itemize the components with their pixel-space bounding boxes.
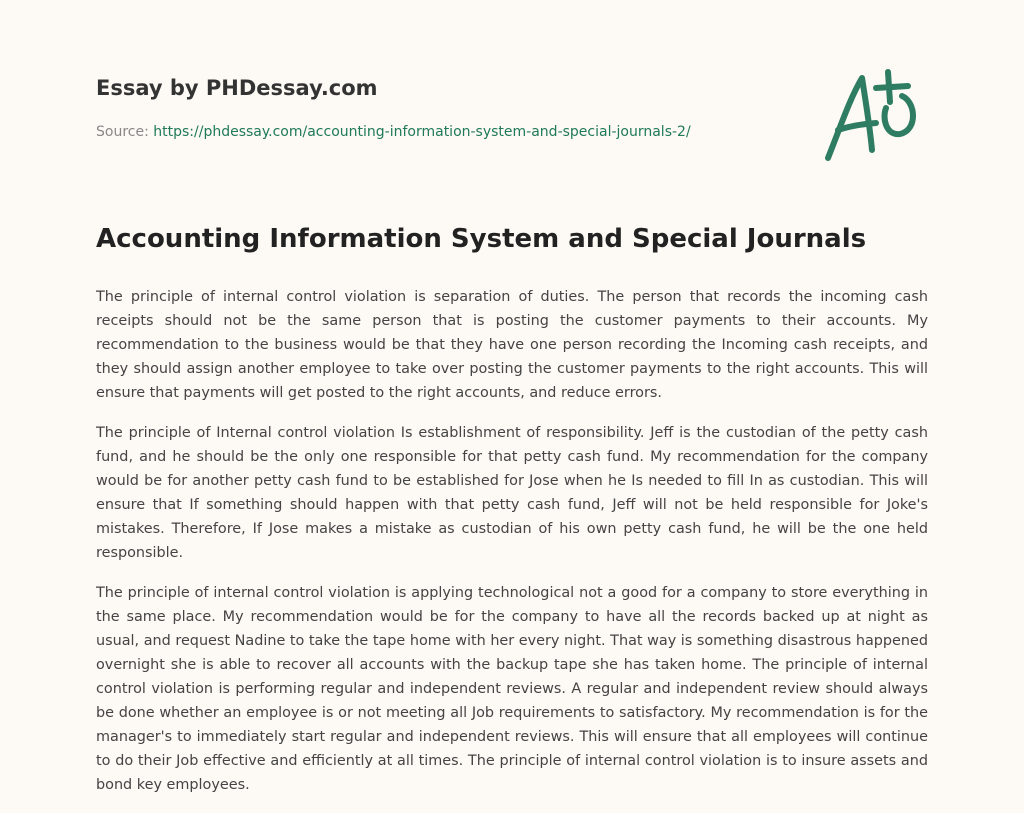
source-link[interactable]: https://phdessay.com/accounting-information-system-and-special-journals-2/ <box>153 124 691 140</box>
article-title: Accounting Information System and Special Journals <box>96 224 867 254</box>
source-label: Source: <box>96 124 149 140</box>
paragraph: The principle of internal control violation is separation of duties. The person that records the incoming cash receipts should not be the same person that is posting the customer payments to their accounts. My recommendation to the business would be that they have one person recording the Incoming cash receipts, and they should assign another employee to take over posting the customer payments to the right accounts. This will ensure that payments will get posted to the right accounts, and reduce errors. <box>96 289 928 401</box>
a-plus-logo-icon <box>820 68 930 168</box>
paragraph: The principle of internal control violation is applying technological not a good for a company to store everything in the same place. My recommendation would be for the company to have all the records backed up at night as usual, and request Nadine to take the tape home with her every night. That way is something disastrous happened overnight she is able to recover all accounts with the backup tape she has taken home. The principle of internal control violation is performing regular and independent reviews. A regular and independent review should always be done whether an employee is or not meeting all Job requirements to satisfactory. My recommendation is for the manager's to immediately start regular and independent reviews. This will ensure that all employees will continue to do their Job effective and efficiently at all times. The principle of internal control violation is to insure assets and bond key employees. <box>96 585 928 793</box>
article-body <box>96 285 928 813</box>
brand-title: Essay by PHDessay.com <box>96 76 378 100</box>
page-header <box>0 0 1024 200</box>
source-line <box>96 124 691 140</box>
paragraph: The principle of Internal control violation Is establishment of responsibility. Jeff is the custodian of the petty cash fund, and he should be the only one responsible for that petty cash fund. My recommendation for the company would be for another petty cash fund to be established for Jose when he Is needed to fill In as custodian. This will ensure that If something should happen with that petty cash fund, Jeff will not be held responsible for Joke's mistakes. Therefore, If Jose makes a mistake as custodian of his own petty cash fund, he will be the one held responsible. <box>96 425 928 561</box>
